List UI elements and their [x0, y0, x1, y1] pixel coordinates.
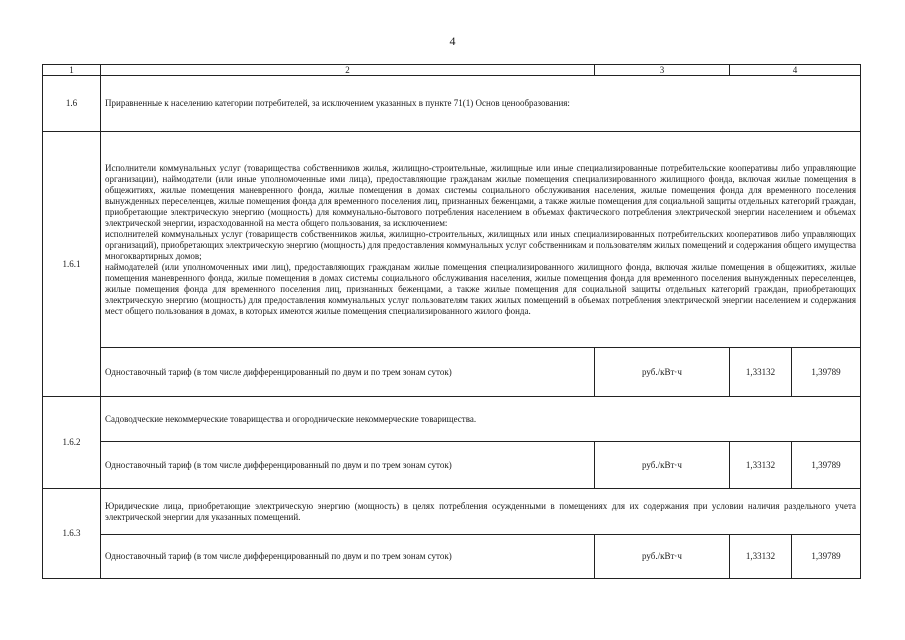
tariff-name: Одноставочный тариф (в том числе дифференцированный по двум и по трем зонам суток): [101, 348, 595, 397]
page-number: 4: [449, 34, 456, 48]
tariff-name: Одноставочный тариф (в том числе дифференцированный по двум и по трем зонам суток): [101, 442, 595, 489]
table-row: [43, 132, 861, 348]
unit-cell: руб./кВт·ч: [595, 535, 730, 579]
header-col-3: 3: [595, 65, 730, 76]
description-part: Исполнители коммунальных услуг (товарищества собственников жилья, жилищно-строительные, жилищные или иные специализированные потребительские кооперативы либо управляющие организации), наймодатели (или иные уполномоченные ими лица), предоставляющие гражданам жилые помещения специализированного жилищного фонда, включая жилые помещения в общежитиях, жилые помещения маневренного фонда, жилые помещения в домах системы социального обслуживания населения, жилые помещения фонда для временного поселения вынужденных переселенцев, жилые помещения фонда для временного поселения лиц, признанных беженцами, а также жилые помещения для социальной защиты отдельных категорий граждан, приобретающие электрическую энергию (мощность) для коммунально-бытового потребления населением в объемах фактического потребления электрической энергии населением и объемах электрической энергии, израсходованной на места общего пользования, за исключением:: [105, 162, 856, 228]
unit-cell: руб./кВт·ч: [595, 442, 730, 489]
table-row: [43, 348, 861, 397]
tariff-table: [42, 64, 861, 579]
table-row: [43, 535, 861, 579]
unit-cell: руб./кВт·ч: [595, 348, 730, 397]
row-description: Приравненные к населению категории потребителей, за исключением указанных в пункте 71(1) Основ ценообразования:: [101, 76, 861, 132]
value-cell: 1,39789: [792, 348, 861, 397]
table-row: [43, 397, 861, 442]
row-description: Садоводческие некоммерческие товарищества и огороднические некоммерческие товарищества.: [101, 397, 861, 442]
description-part: наймодателей (или уполномоченных ими лиц), предоставляющих гражданам жилые помещения специализированного жилищного фонда, включая жилые помещения в общежитиях, жилые помещения маневренного фонда, жилые помещения в домах системы социального обслуживания населения, жилые помещения фонда для временного поселения вынужденных переселенцев, жилые помещения фонда для временного поселения лиц, признанных беженцами, а также жилые помещения для социальной защиты отдельных категорий граждан, приобретающих электрическую энергию (мощность) для предоставления коммунальных услуг пользователям таких жилых помещений в объемах потребления электрической энергии населением и содержания мест общего пользования в домах, в которых имеются жилые помещения специализированного жилого фонда.: [105, 261, 856, 316]
value-cell: 1,39789: [792, 535, 861, 579]
header-col-1: 1: [43, 65, 101, 76]
row-description: Юридические лица, приобретающие электрическую энергию (мощность) в целях потребления осужденными в помещениях для их содержания при условии наличия раздельного учета электрической энергии для указанных помещений.: [101, 489, 861, 535]
table-header-row: [43, 65, 861, 76]
table-row: [43, 76, 861, 132]
description-part: исполнителей коммунальных услуг (товариществ собственников жилья, жилищно-строительных, жилищных или иных специализированных потребительских кооперативов либо управляющих организаций), приобретающих электрическую энергию (мощность) для предоставления коммунальных услуг собственникам и пользователям жилых помещений и содержания общего имущества многоквартирных домов;: [105, 228, 856, 261]
row-number: 1.6.3: [43, 489, 101, 579]
value-cell: 1,39789: [792, 442, 861, 489]
value-cell: 1,33132: [730, 535, 792, 579]
tariff-name: Одноставочный тариф (в том числе дифференцированный по двум и по трем зонам суток): [101, 535, 595, 579]
row-number: 1.6.2: [43, 397, 101, 489]
table-row: [43, 489, 861, 535]
row-number: 1.6: [43, 76, 101, 132]
row-number: 1.6.1: [43, 132, 101, 397]
header-col-2: 2: [101, 65, 595, 76]
table-row: [43, 442, 861, 489]
row-description: [101, 132, 861, 348]
value-cell: 1,33132: [730, 348, 792, 397]
value-cell: 1,33132: [730, 442, 792, 489]
header-col-4: 4: [730, 65, 861, 76]
